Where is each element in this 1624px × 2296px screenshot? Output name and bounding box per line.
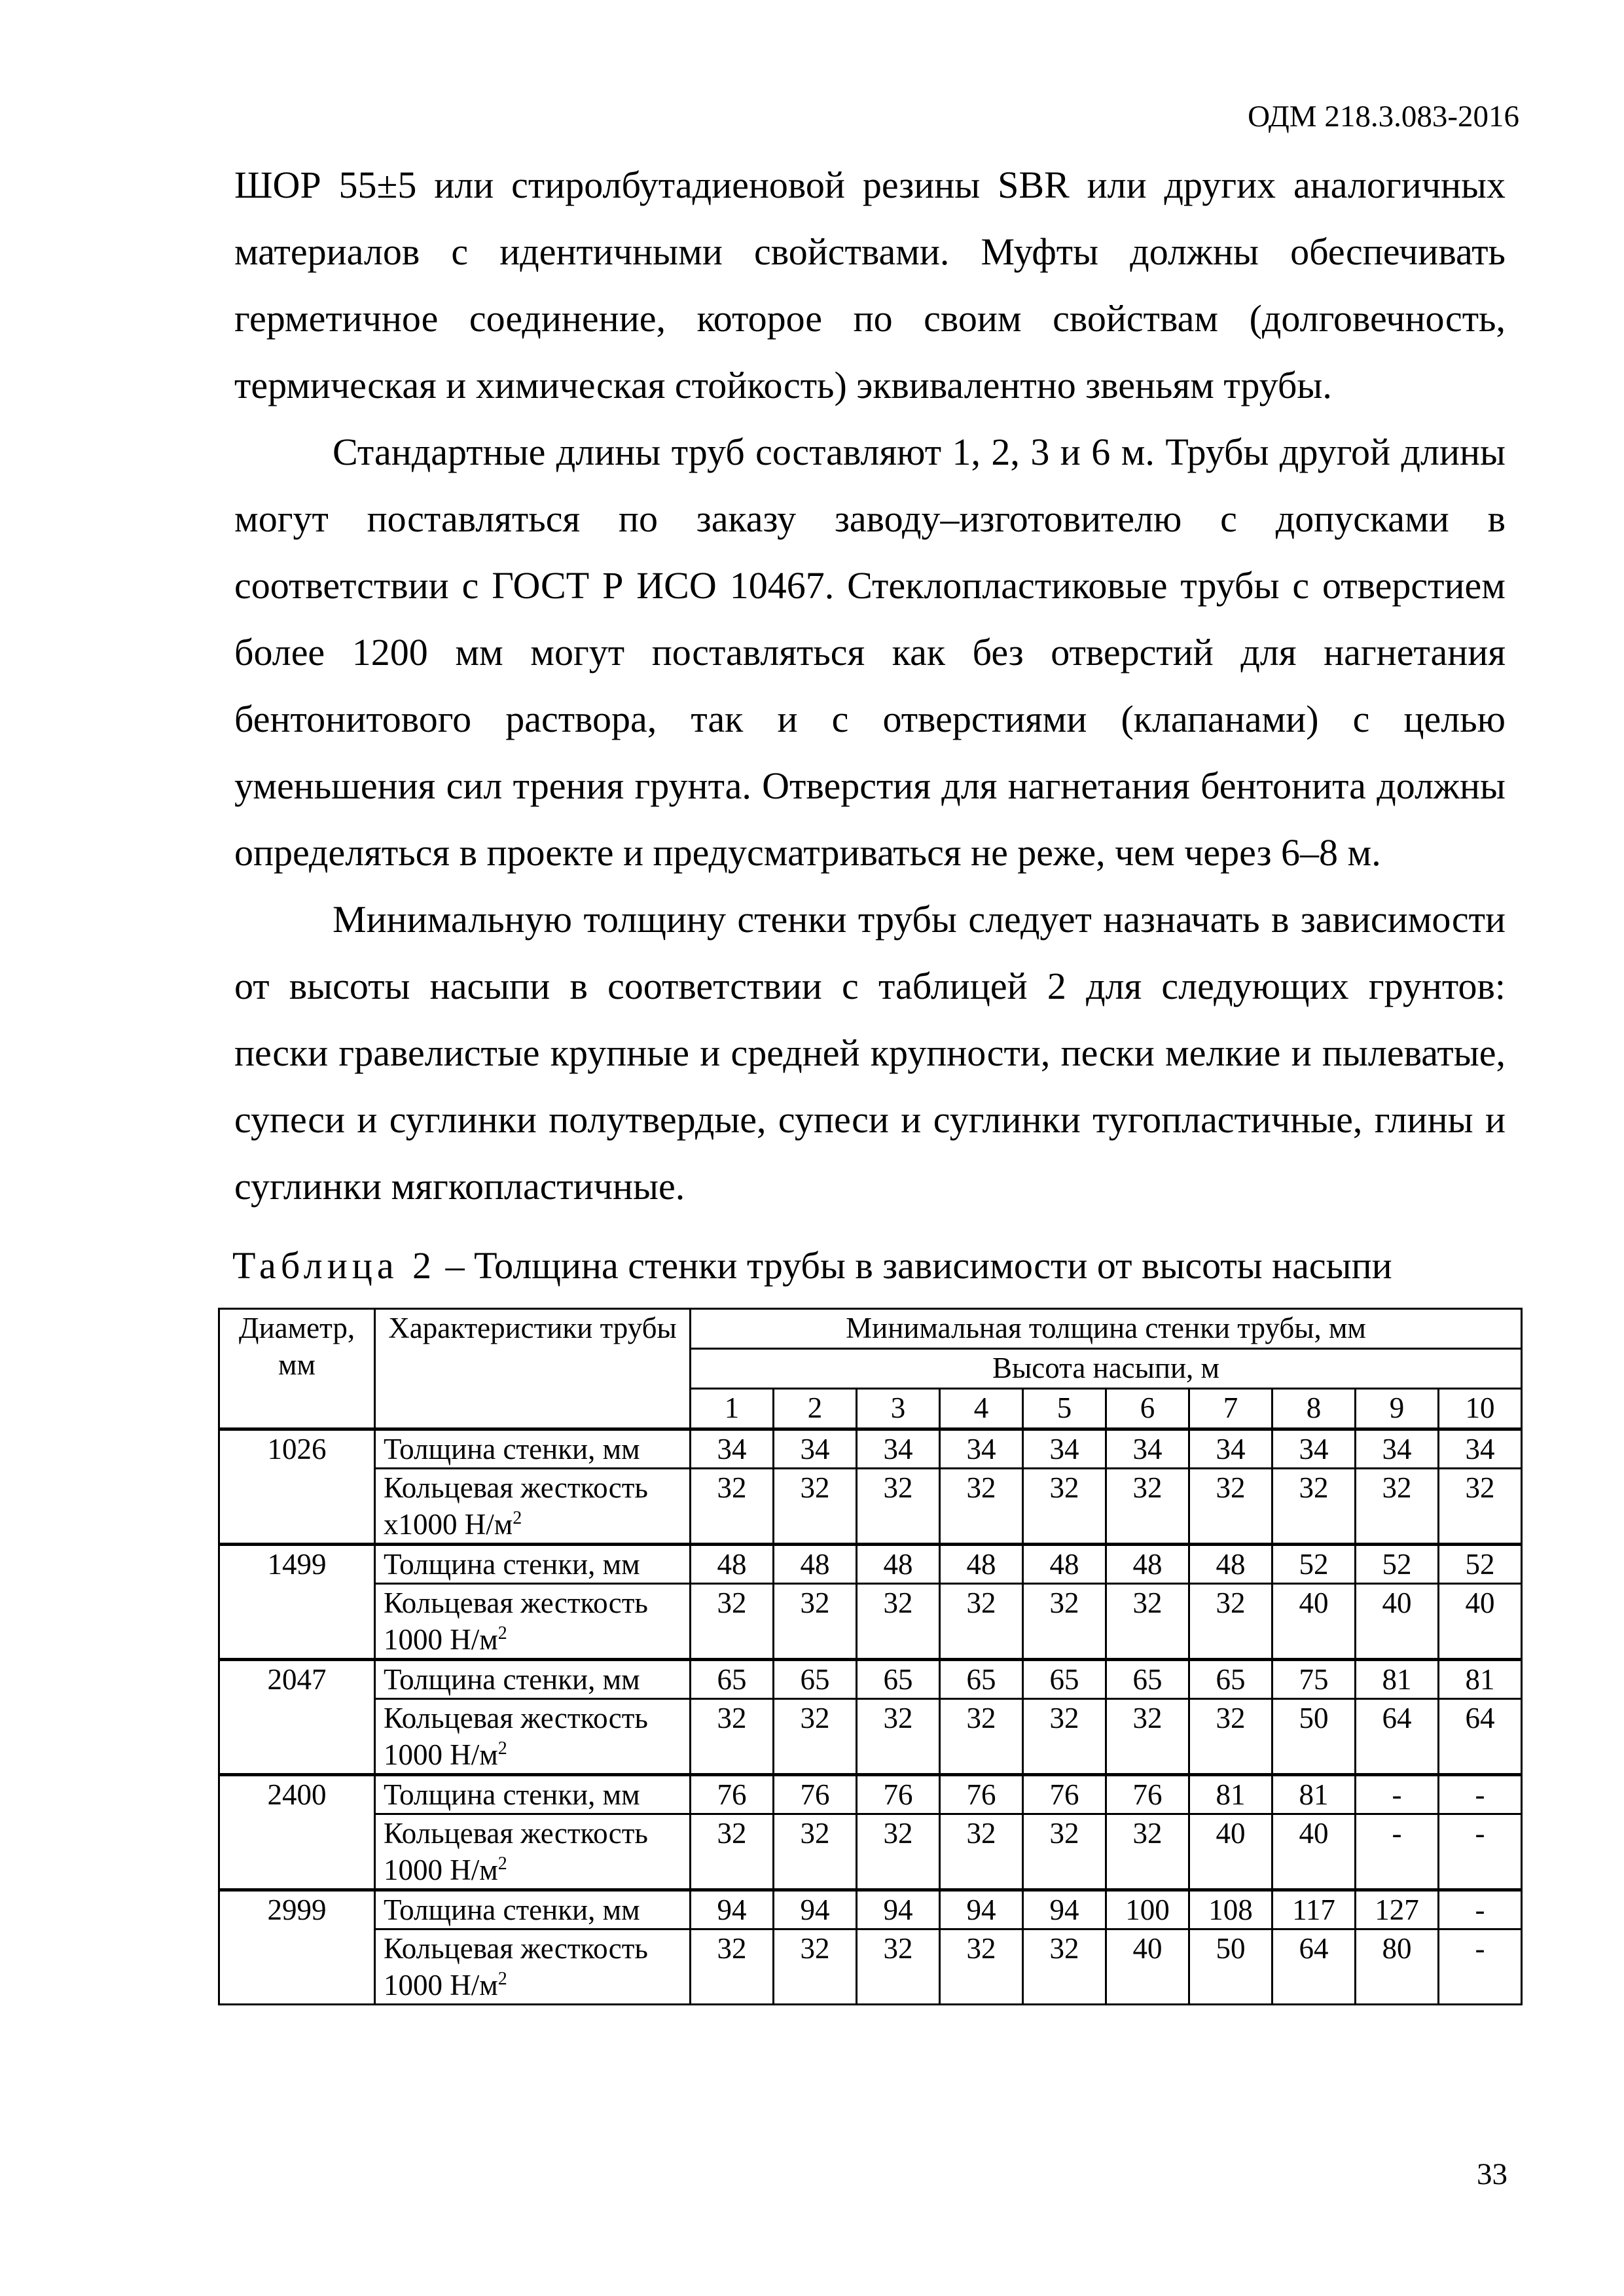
stiffness-label-line1: Кольцевая жесткость (384, 1702, 648, 1734)
thickness-value: 75 (1272, 1660, 1356, 1699)
stiffness-value: 32 (1439, 1469, 1522, 1545)
thickness-value: 65 (1189, 1660, 1272, 1699)
table-body (219, 1429, 1522, 2005)
stiffness-label-superscript: 2 (497, 1854, 507, 1874)
stiffness-label (375, 1584, 691, 1660)
header-height-value: 8 (1272, 1389, 1356, 1429)
page-number: 33 (1477, 2157, 1507, 2191)
stiffness-value: - (1356, 1814, 1439, 1890)
body-text (234, 152, 1506, 1220)
header-height-value: 9 (1356, 1389, 1439, 1429)
thickness-value: 48 (1023, 1545, 1106, 1584)
stiffness-value: 32 (857, 1584, 940, 1660)
thickness-value: 34 (691, 1429, 774, 1469)
diameter-cell: 2999 (219, 1890, 375, 2005)
stiffness-label-line1: Кольцевая жесткость (384, 1817, 648, 1850)
stiffness-value: 50 (1272, 1699, 1356, 1775)
thickness-value: - (1439, 1775, 1522, 1814)
thickness-value: 34 (1272, 1429, 1356, 1469)
thickness-value: 127 (1356, 1890, 1439, 1929)
thickness-value: 34 (1189, 1429, 1272, 1469)
stiffness-value: 32 (1106, 1469, 1189, 1545)
stiffness-value: 40 (1439, 1584, 1522, 1660)
thickness-value: 65 (1023, 1660, 1106, 1699)
stiffness-value: 32 (1106, 1814, 1189, 1890)
stiffness-label-line2: 1000 Н/м (384, 1738, 498, 1771)
thickness-value: 65 (857, 1660, 940, 1699)
thickness-value: 34 (940, 1429, 1023, 1469)
thickness-value: - (1356, 1775, 1439, 1814)
table-row (219, 1469, 1522, 1545)
stiffness-label-line2: 1000 Н/м (384, 1623, 498, 1656)
thickness-value: 34 (1356, 1429, 1439, 1469)
stiffness-value: 32 (1356, 1469, 1439, 1545)
stiffness-value: 32 (691, 1469, 774, 1545)
header-diameter: Диаметр, мм (219, 1309, 375, 1429)
table-row (219, 1660, 1522, 1699)
stiffness-value: 32 (1272, 1469, 1356, 1545)
thickness-value: 94 (857, 1890, 940, 1929)
thickness-label: Толщина стенки, мм (375, 1660, 691, 1699)
header-height-value: 10 (1439, 1389, 1522, 1429)
thickness-value: 52 (1356, 1545, 1439, 1584)
thickness-value: 52 (1272, 1545, 1356, 1584)
stiffness-value: 32 (1189, 1584, 1272, 1660)
thickness-value: 34 (1439, 1429, 1522, 1469)
stiffness-value: 32 (774, 1929, 857, 2005)
thickness-value: 94 (691, 1890, 774, 1929)
stiffness-value: 40 (1272, 1584, 1356, 1660)
header-height-value: 7 (1189, 1389, 1272, 1429)
stiffness-value: 32 (1023, 1929, 1106, 2005)
stiffness-value: 40 (1272, 1814, 1356, 1890)
thickness-value: 65 (940, 1660, 1023, 1699)
thickness-value: 117 (1272, 1890, 1356, 1929)
thickness-value: 81 (1439, 1660, 1522, 1699)
stiffness-value: 32 (1023, 1584, 1106, 1660)
stiffness-label (375, 1699, 691, 1775)
stiffness-label-line2: х1000 Н/м (384, 1508, 513, 1541)
thickness-label: Толщина стенки, мм (375, 1775, 691, 1814)
thickness-value: 34 (774, 1429, 857, 1469)
stiffness-value: 32 (1106, 1699, 1189, 1775)
stiffness-value: 32 (857, 1469, 940, 1545)
thickness-value: 48 (1106, 1545, 1189, 1584)
thickness-value: 48 (691, 1545, 774, 1584)
stiffness-value: 64 (1356, 1699, 1439, 1775)
stiffness-value: 32 (857, 1814, 940, 1890)
header-height-value: 1 (691, 1389, 774, 1429)
stiffness-value: 32 (1106, 1584, 1189, 1660)
thickness-value: 48 (940, 1545, 1023, 1584)
stiffness-value: 32 (691, 1584, 774, 1660)
table-row (219, 1814, 1522, 1890)
stiffness-label-line2: 1000 Н/м (384, 1969, 498, 2001)
stiffness-value: 32 (691, 1929, 774, 2005)
thickness-value: 81 (1356, 1660, 1439, 1699)
stiffness-value: 32 (1189, 1469, 1272, 1545)
thickness-label: Толщина стенки, мм (375, 1545, 691, 1584)
stiffness-value: 32 (691, 1699, 774, 1775)
paragraph: ШОР 55±5 или стиролбутадиеновой резины SBR или других аналогичных материалов с идентичными свойствами. Муфты должны обеспечивать герметичное соединение, которое по своим свойствам (долговечность, термическая и химическая стойкость) эквивалентно звеньям трубы. (234, 164, 1506, 406)
thickness-value: 76 (1023, 1775, 1106, 1814)
thickness-value: 65 (774, 1660, 857, 1699)
thickness-value: 100 (1106, 1890, 1189, 1929)
table-row (219, 1890, 1522, 1929)
table-row (219, 1545, 1522, 1584)
stiffness-value: 32 (774, 1814, 857, 1890)
header-height-value: 4 (940, 1389, 1023, 1429)
table-row (219, 1429, 1522, 1469)
header-height-value: 2 (774, 1389, 857, 1429)
thickness-value: 65 (1106, 1660, 1189, 1699)
stiffness-value: 40 (1189, 1814, 1272, 1890)
thickness-value: 34 (857, 1429, 940, 1469)
header-min-thickness: Минимальная толщина стенки трубы, мм (691, 1309, 1522, 1349)
stiffness-value: 32 (940, 1584, 1023, 1660)
stiffness-label (375, 1929, 691, 2005)
stiffness-value: 40 (1106, 1929, 1189, 2005)
thickness-value: 76 (1106, 1775, 1189, 1814)
stiffness-label-superscript: 2 (497, 1623, 507, 1643)
stiffness-label-superscript: 2 (497, 1969, 507, 1989)
stiffness-value: 32 (774, 1584, 857, 1660)
paragraph: Минимальную толщину стенки трубы следует назначать в зависимости от высоты насыпи в соответствии с таблицей 2 для следующих грунтов: пески гравелистые крупные и средней крупности, пески мелкие и пылеватые, супеси и суглинки полутвердые, супеси и суглинки тугопластичные, глины и суглинки мягкопластичные. (234, 898, 1506, 1208)
thickness-value: 48 (774, 1545, 857, 1584)
stiffness-value: 32 (774, 1469, 857, 1545)
thickness-value: 34 (1106, 1429, 1189, 1469)
thickness-value: 48 (1189, 1545, 1272, 1584)
thickness-value: 108 (1189, 1890, 1272, 1929)
thickness-value: 76 (774, 1775, 857, 1814)
stiffness-value: 32 (774, 1699, 857, 1775)
thickness-label: Толщина стенки, мм (375, 1429, 691, 1469)
table-row (219, 1775, 1522, 1814)
stiffness-label-line2: 1000 Н/м (384, 1854, 498, 1886)
table-row (219, 1699, 1522, 1775)
thickness-value: - (1439, 1890, 1522, 1929)
stiffness-value: 40 (1356, 1584, 1439, 1660)
stiffness-value: 32 (940, 1469, 1023, 1545)
diameter-cell: 1026 (219, 1429, 375, 1545)
thickness-value: 76 (691, 1775, 774, 1814)
table-row (219, 1929, 1522, 2005)
thickness-value: 81 (1272, 1775, 1356, 1814)
header-height-value: 5 (1023, 1389, 1106, 1429)
diameter-cell: 1499 (219, 1545, 375, 1660)
thickness-value: 52 (1439, 1545, 1522, 1584)
stiffness-value: - (1439, 1814, 1522, 1890)
header-characteristics: Характеристики трубы (375, 1309, 691, 1429)
thickness-label: Толщина стенки, мм (375, 1890, 691, 1929)
diameter-cell: 2400 (219, 1775, 375, 1890)
thickness-value: 94 (1023, 1890, 1106, 1929)
stiffness-label (375, 1469, 691, 1545)
table-caption (232, 1242, 1392, 1289)
stiffness-value: 32 (1023, 1469, 1106, 1545)
stiffness-label-line1: Кольцевая жесткость (384, 1587, 648, 1619)
stiffness-value: 32 (1023, 1814, 1106, 1890)
stiffness-value: 64 (1439, 1699, 1522, 1775)
stiffness-label-line1: Кольцевая жесткость (384, 1932, 648, 1965)
stiffness-value: 64 (1272, 1929, 1356, 2005)
stiffness-value: 32 (940, 1699, 1023, 1775)
header-height-value: 6 (1106, 1389, 1189, 1429)
stiffness-value: 50 (1189, 1929, 1272, 2005)
stiffness-label (375, 1814, 691, 1890)
stiffness-label-line1: Кольцевая жесткость (384, 1471, 648, 1504)
thickness-value: 76 (940, 1775, 1023, 1814)
stiffness-value: 32 (940, 1814, 1023, 1890)
stiffness-value: 32 (857, 1929, 940, 2005)
stiffness-label-superscript: 2 (513, 1508, 522, 1528)
thickness-value: 94 (774, 1890, 857, 1929)
stiffness-value: 80 (1356, 1929, 1439, 2005)
thickness-value: 81 (1189, 1775, 1272, 1814)
table-caption-label: Таблица 2 (232, 1244, 437, 1287)
stiffness-value: - (1439, 1929, 1522, 2005)
document-code: ОДМ 218.3.083-2016 (1248, 99, 1519, 134)
stiffness-value: 32 (1189, 1699, 1272, 1775)
thickness-value: 94 (940, 1890, 1023, 1929)
stiffness-value: 32 (940, 1929, 1023, 2005)
table-row (219, 1584, 1522, 1660)
stiffness-value: 32 (691, 1814, 774, 1890)
table-caption-text: – Толщина стенки трубы в зависимости от высоты насыпи (436, 1244, 1392, 1287)
wall-thickness-table (218, 1308, 1523, 2005)
header-embankment-height: Высота насыпи, м (691, 1349, 1522, 1389)
thickness-value: 65 (691, 1660, 774, 1699)
paragraph: Стандартные длины труб составляют 1, 2, 3 и 6 м. Трубы другой длины могут поставляться по заказу заводу–изготовителю с допусками в соответствии с ГОСТ Р ИСО 10467. Стеклопластиковые трубы с отверстием более 1200 мм могут поставляться как без отверстий для нагнетания бентонитового раствора, так и с отверстиями (клапанами) с целью уменьшения сил трения грунта. Отверстия для нагнетания бентонита должны определяться в проекте и предусматриваться не реже, чем через 6–8 м. (234, 431, 1506, 874)
stiffness-label-superscript: 2 (497, 1738, 507, 1759)
header-height-value: 3 (857, 1389, 940, 1429)
thickness-value: 34 (1023, 1429, 1106, 1469)
thickness-value: 76 (857, 1775, 940, 1814)
thickness-value: 48 (857, 1545, 940, 1584)
stiffness-value: 32 (857, 1699, 940, 1775)
diameter-cell: 2047 (219, 1660, 375, 1775)
stiffness-value: 32 (1023, 1699, 1106, 1775)
